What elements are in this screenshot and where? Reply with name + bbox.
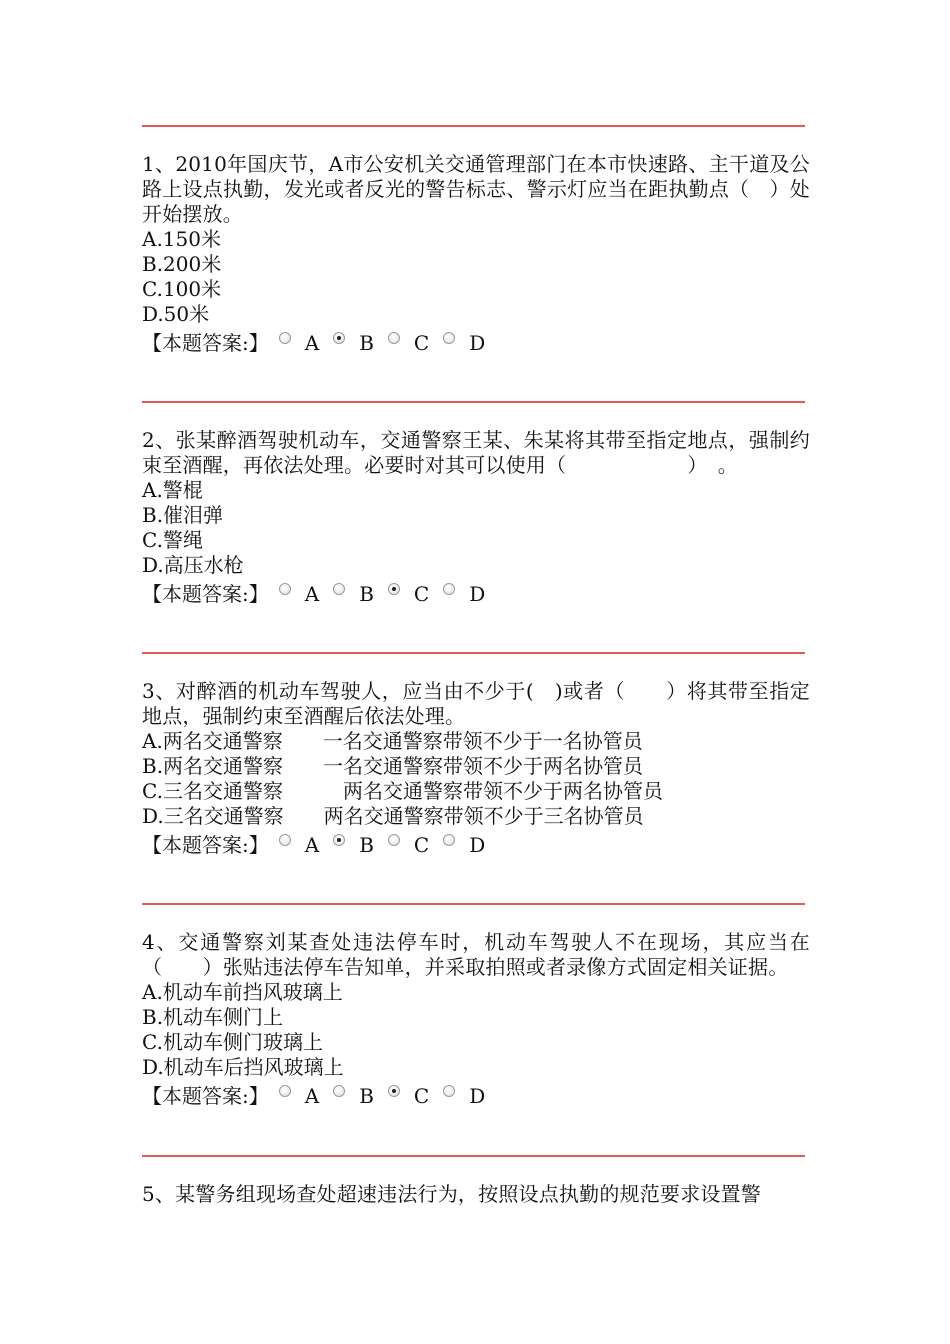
answer-radio-c[interactable]: C xyxy=(388,1084,429,1109)
section-divider xyxy=(142,903,805,905)
answer-radio-a[interactable]: A xyxy=(279,1084,319,1109)
option-b: B.200米 xyxy=(142,252,222,276)
answer-radio-d[interactable]: D xyxy=(443,1084,485,1109)
option-b: B.催泪弹 xyxy=(142,503,224,527)
option-c: C.三名交通警察 两名交通警察带领不少于两名协管员 xyxy=(142,779,663,803)
option-b: B.两名交通警察 一名交通警察带领不少于两名协管员 xyxy=(142,754,644,778)
radio-button[interactable] xyxy=(279,1085,291,1097)
question-text: 2、张某醉酒驾驶机动车，交通警察王某、朱某将其带至指定地点，强制约束至酒醒，再依法处理。必要时对其可以使用（ ） 。 xyxy=(142,428,810,477)
radio-button[interactable] xyxy=(443,332,455,344)
answer-radio-b[interactable]: B xyxy=(333,1084,374,1109)
radio-button[interactable] xyxy=(279,834,291,846)
answer-radio-b[interactable]: B xyxy=(333,833,374,858)
answer-row xyxy=(142,582,810,607)
radio-button[interactable] xyxy=(388,332,400,344)
question-4 xyxy=(142,930,810,1109)
answer-label: 【本题答案:】 xyxy=(142,1084,269,1108)
answer-radio-c[interactable]: C xyxy=(388,833,429,858)
answer-radio-c[interactable]: C xyxy=(388,331,429,356)
answer-row xyxy=(142,833,810,858)
radio-button[interactable] xyxy=(388,834,400,846)
radio-button[interactable] xyxy=(333,1085,345,1097)
radio-button[interactable] xyxy=(279,332,291,344)
radio-button[interactable] xyxy=(443,583,455,595)
question-2 xyxy=(142,428,810,607)
radio-button-selected[interactable] xyxy=(333,834,345,846)
radio-button[interactable] xyxy=(443,834,455,846)
answer-row xyxy=(142,1084,810,1109)
question-text: 5、某警务组现场查处超速违法行为，按照设点执勤的规范要求设置警 xyxy=(142,1182,761,1206)
radio-button-selected[interactable] xyxy=(388,583,400,595)
option-b: B.机动车侧门上 xyxy=(142,1005,284,1029)
question-text: 3、对醉酒的机动车驾驶人，应当由不少于( )或者（ ）将其带至指定地点，强制约束至酒醒后依法处理。 xyxy=(142,679,810,728)
option-a: A.机动车前挡风玻璃上 xyxy=(142,980,343,1004)
option-c: C.100米 xyxy=(142,277,222,301)
option-c: C.机动车侧门玻璃上 xyxy=(142,1030,323,1054)
answer-row xyxy=(142,331,810,356)
option-d: D.50米 xyxy=(142,302,210,326)
answer-label: 【本题答案:】 xyxy=(142,331,269,355)
answer-label: 【本题答案:】 xyxy=(142,833,269,857)
option-c: C.警绳 xyxy=(142,528,203,552)
question-text: 4、交通警察刘某查处违法停车时，机动车驾驶人不在现场，其应当在（ ）张贴违法停车告知单，并采取拍照或者录像方式固定相关证据。 xyxy=(142,930,810,979)
option-d: D.高压水枪 xyxy=(142,553,244,577)
section-divider xyxy=(142,125,805,127)
answer-radio-b[interactable]: B xyxy=(333,331,374,356)
option-a: A.两名交通警察 一名交通警察带领不少于一名协管员 xyxy=(142,729,643,753)
question-1 xyxy=(142,152,810,356)
option-d: D.三名交通警察 两名交通警察带领不少于三名协管员 xyxy=(142,804,644,828)
answer-radio-a[interactable]: A xyxy=(279,331,319,356)
question-text: 1、2010年国庆节，A市公安机关交通管理部门在本市快速路、主干道及公路上设点执勤，发光或者反光的警告标志、警示灯应当在距执勤点（ ）处开始摆放。 xyxy=(142,152,810,226)
answer-radio-d[interactable]: D xyxy=(443,331,485,356)
radio-button[interactable] xyxy=(443,1085,455,1097)
answer-radio-b[interactable]: B xyxy=(333,582,374,607)
answer-label: 【本题答案:】 xyxy=(142,582,269,606)
radio-button[interactable] xyxy=(333,583,345,595)
radio-button[interactable] xyxy=(279,583,291,595)
section-divider xyxy=(142,401,805,403)
radio-button-selected[interactable] xyxy=(388,1085,400,1097)
option-d: D.机动车后挡风玻璃上 xyxy=(142,1055,344,1079)
answer-radio-d[interactable]: D xyxy=(443,582,485,607)
answer-radio-c[interactable]: C xyxy=(388,582,429,607)
answer-radio-d[interactable]: D xyxy=(443,833,485,858)
option-a: A.警棍 xyxy=(142,478,203,502)
radio-button-selected[interactable] xyxy=(333,332,345,344)
option-a: A.150米 xyxy=(142,227,221,251)
question-5 xyxy=(142,1182,810,1207)
question-3 xyxy=(142,679,810,858)
answer-radio-a[interactable]: A xyxy=(279,833,319,858)
answer-radio-a[interactable]: A xyxy=(279,582,319,607)
section-divider xyxy=(142,1155,805,1157)
section-divider xyxy=(142,652,805,654)
